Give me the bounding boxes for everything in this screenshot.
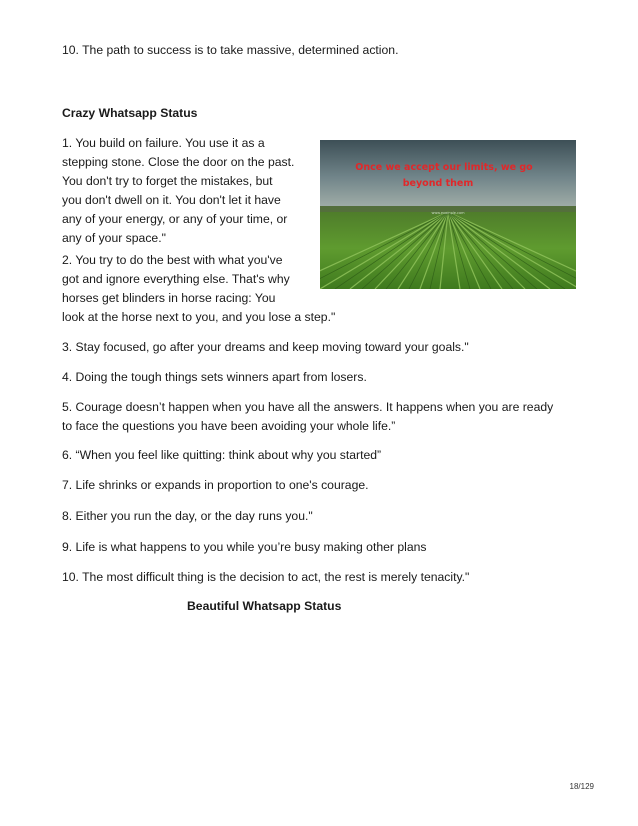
page-number: 18/129 <box>569 782 594 791</box>
quote-1-line-3: You don't try to forget the mistakes, but <box>62 174 273 188</box>
quote-2-line-2: got and ignore everything else. That's why <box>62 272 290 286</box>
quote-2-line-3: horses get blinders in horse racing: You <box>62 291 276 305</box>
image-watermark: www.example.com <box>431 211 465 215</box>
intro-line: 10. The path to success is to take massive, determined action. <box>62 43 399 57</box>
quote-8: 8. Either you run the day, or the day runs you." <box>62 509 313 523</box>
quote-5-line-2: to face the questions you have been avoiding your whole life.” <box>62 419 396 433</box>
section-heading-beautiful: Beautiful Whatsapp Status <box>187 599 342 613</box>
quote-1-line-2: stepping stone. Close the door on the past. <box>62 155 295 169</box>
section-heading-crazy: Crazy Whatsapp Status <box>62 106 198 120</box>
image-caption-line-2: beyond them <box>402 178 474 189</box>
quote-4: 4. Doing the tough things sets winners apart from losers. <box>62 370 367 384</box>
quote-5-line-1: 5. Courage doesn’t happen when you have all the answers. It happens when you are ready <box>62 400 554 414</box>
quote-1-line-5: any of your energy, or any of your time, or <box>62 212 288 226</box>
quote-6: 6. “When you feel like quitting: think about why you started” <box>62 448 382 462</box>
quote-1-line-4: you don't dwell on it. You don't let it have <box>62 193 281 207</box>
quote-9: 9. Life is what happens to you while you’re busy making other plans <box>62 540 427 554</box>
quote-7: 7. Life shrinks or expands in proportion to one's courage. <box>62 478 369 492</box>
quote-10: 10. The most difficult thing is the decision to act, the rest is merely tenacity." <box>62 570 470 584</box>
quote-1-line-1: 1. You build on failure. You use it as a <box>62 136 265 150</box>
field-photo <box>320 140 576 289</box>
quote-2-line-4: look at the horse next to you, and you lose a step." <box>62 310 336 324</box>
image-caption-line-1: Once we accept our limits, we go <box>355 162 533 173</box>
quote-2-line-1: 2. You try to do the best with what you've <box>62 253 283 267</box>
quote-3: 3. Stay focused, go after your dreams and keep moving toward your goals." <box>62 340 469 354</box>
quote-1-line-6: any of your space." <box>62 231 166 245</box>
